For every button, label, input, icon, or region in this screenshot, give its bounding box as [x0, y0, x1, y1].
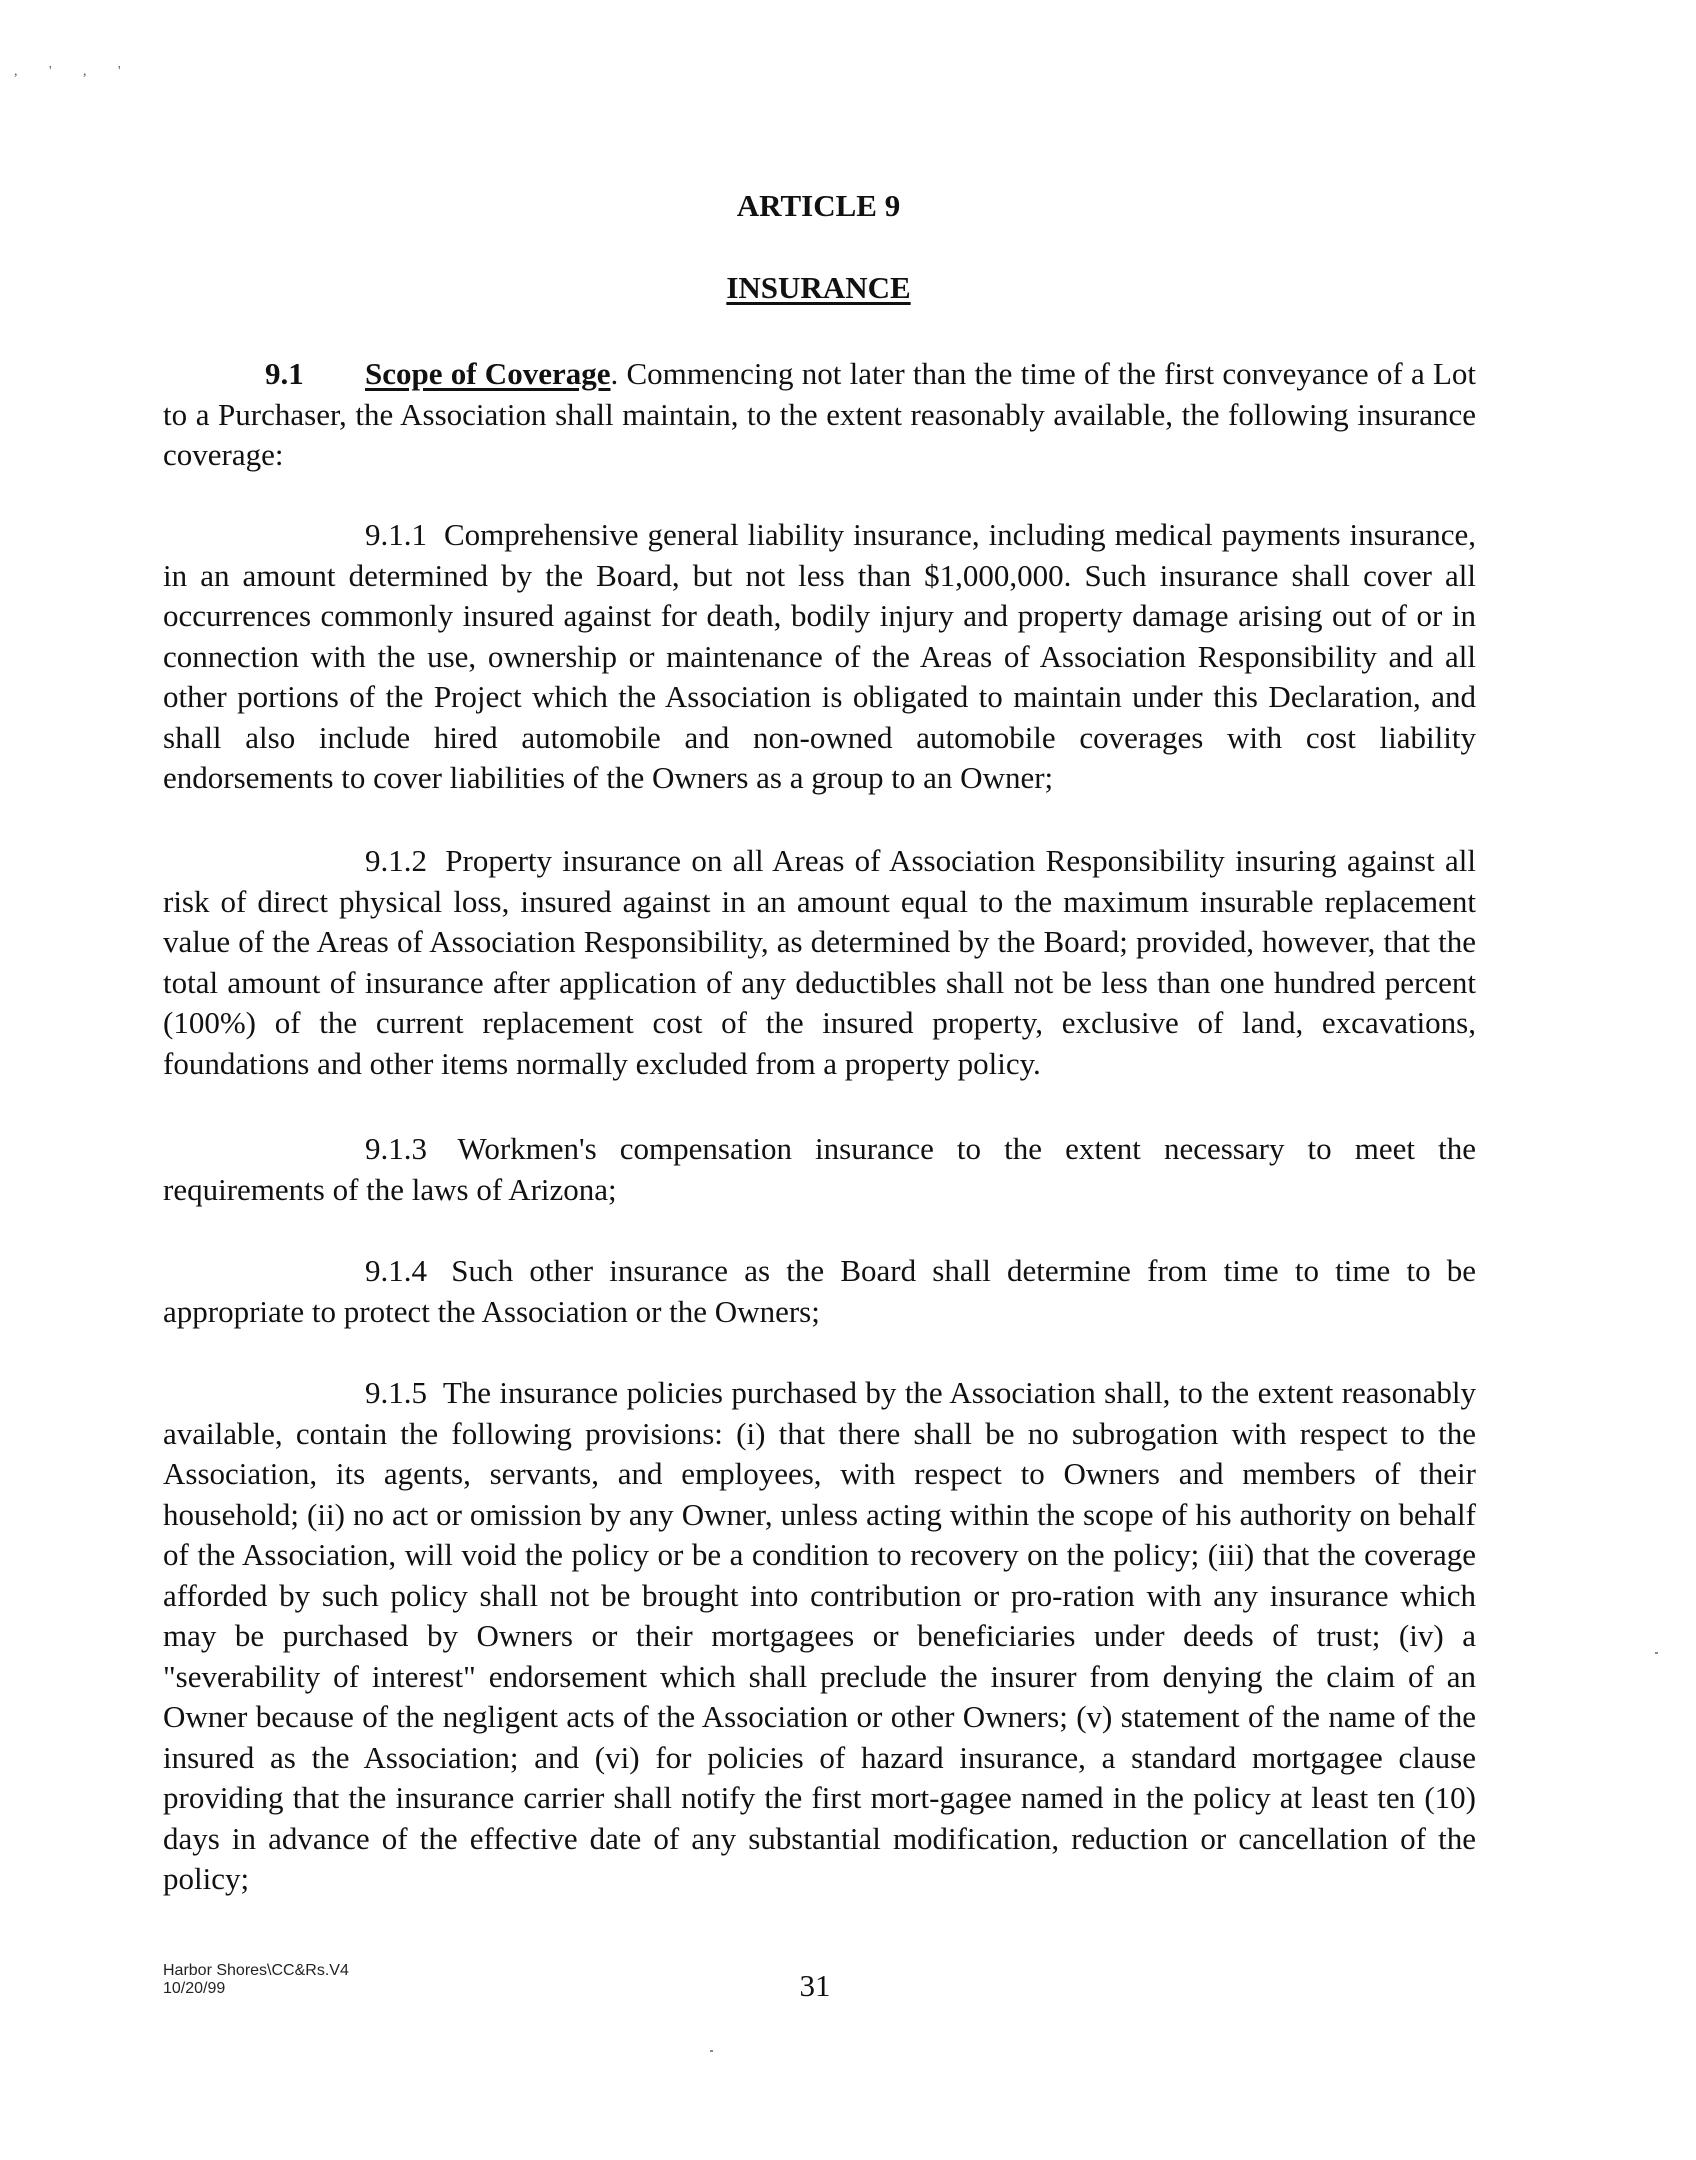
section-text: . Commencing not later than the time of the first conveyance of a Lot to a Purchaser, the Association shall maintain, to the extent reasonably available, the following insurance coverage:	[163, 356, 1476, 472]
footer-date: 10/20/99	[163, 1980, 226, 1997]
article-subtitle: INSURANCE	[726, 270, 911, 305]
paragraph-text: Comprehensive general liability insurance, including medical payments insurance, in an amount determined by the Board, but not less than $1,000,000. Such insurance shall cover all occurrences commonly insured against for death, bodily injury and property damage arising out of or in connection with the use, ownership or maintenance of the Areas of Association Responsibility and all other portions of the Project which the Association is obligated to maintain under this Declaration, and shall also include hired automobile and non-owned automobile coverages with cost liability endorsements to cover liabilities of the Owners as a group to an Owner;	[163, 517, 1477, 795]
paragraph-number: 9.1.2	[365, 843, 427, 878]
paragraph-9-1-4	[163, 1251, 1476, 1332]
footer-file-reference	[163, 1962, 349, 1998]
paragraph-number: 9.1.3	[365, 1131, 427, 1166]
footer-file-name: Harbor Shores\CC&Rs.V4	[163, 1962, 349, 1979]
scan-specks: , ' , '	[14, 64, 135, 79]
paragraph-number: 9.1.5	[365, 1375, 427, 1410]
paragraph-9-1-5	[163, 1373, 1476, 1900]
section-heading: Scope of Coverage	[365, 356, 611, 391]
page-number: 31	[799, 1968, 831, 2003]
paragraph-text: Property insurance on all Areas of Association Responsibility insuring against all risk of direct physical loss, insured against in an amount equal to the maximum insurable replacement value of the Areas of Association Responsibility, as determined by the Board; provided, however, that the total amount of insurance after application of any deductibles shall not be less than one hundred percent (100%) of the current replacement cost of the insured property, exclusive of land, excavations, foundations and other items normally excluded from a property policy.	[163, 843, 1477, 1081]
paragraph-number: 9.1.1	[365, 517, 427, 552]
paragraph-text: Workmen's compensation insurance to the extent necessary to meet the requirements of the laws of Arizona;	[163, 1131, 1476, 1207]
paragraph-9-1-3	[163, 1129, 1476, 1210]
scan-speck	[710, 2050, 713, 2052]
section-number: 9.1	[265, 356, 304, 391]
paragraph-9-1-1	[163, 515, 1476, 799]
paragraph-text: The insurance policies purchased by the Association shall, to the extent reasonably available, contain the following provisions: (i) that there shall be no subrogation with respect to the Association, its agents, servants, and employees, with respect to Owners and members of their household; (ii) no act or omission by any Owner, unless acting within the scope of his authority on behalf of the Association, will void the policy or be a condition to recovery on the policy; (iii) that the coverage afforded by such policy shall not be brought into contribution or pro-ration with any insurance which may be purchased by Owners or their mortgagees or beneficiaries under deeds of trust; (iv) a "severability of interest" endorsement which shall preclude the insurer from denying the claim of an Owner because of the negligent acts of the Association or other Owners; (v) statement of the name of the insured as the Association; and (vi) for policies of hazard insurance, a standard mortgagee clause providing that the insurance carrier shall notify the first mort-gagee named in the policy at least ten (10) days in advance of the effective date of any substantial modification, reduction or cancellation of the policy;	[163, 1375, 1476, 1896]
paragraph-number: 9.1.4	[365, 1253, 427, 1288]
paragraph-9-1-2	[163, 841, 1476, 1084]
section-9-1	[163, 354, 1476, 476]
paragraph-text: Such other insurance as the Board shall determine from time to time to be appropriate to protect the Association or the Owners;	[163, 1253, 1477, 1329]
scan-speck	[1655, 1652, 1658, 1654]
article-title: ARTICLE 9	[736, 188, 901, 223]
